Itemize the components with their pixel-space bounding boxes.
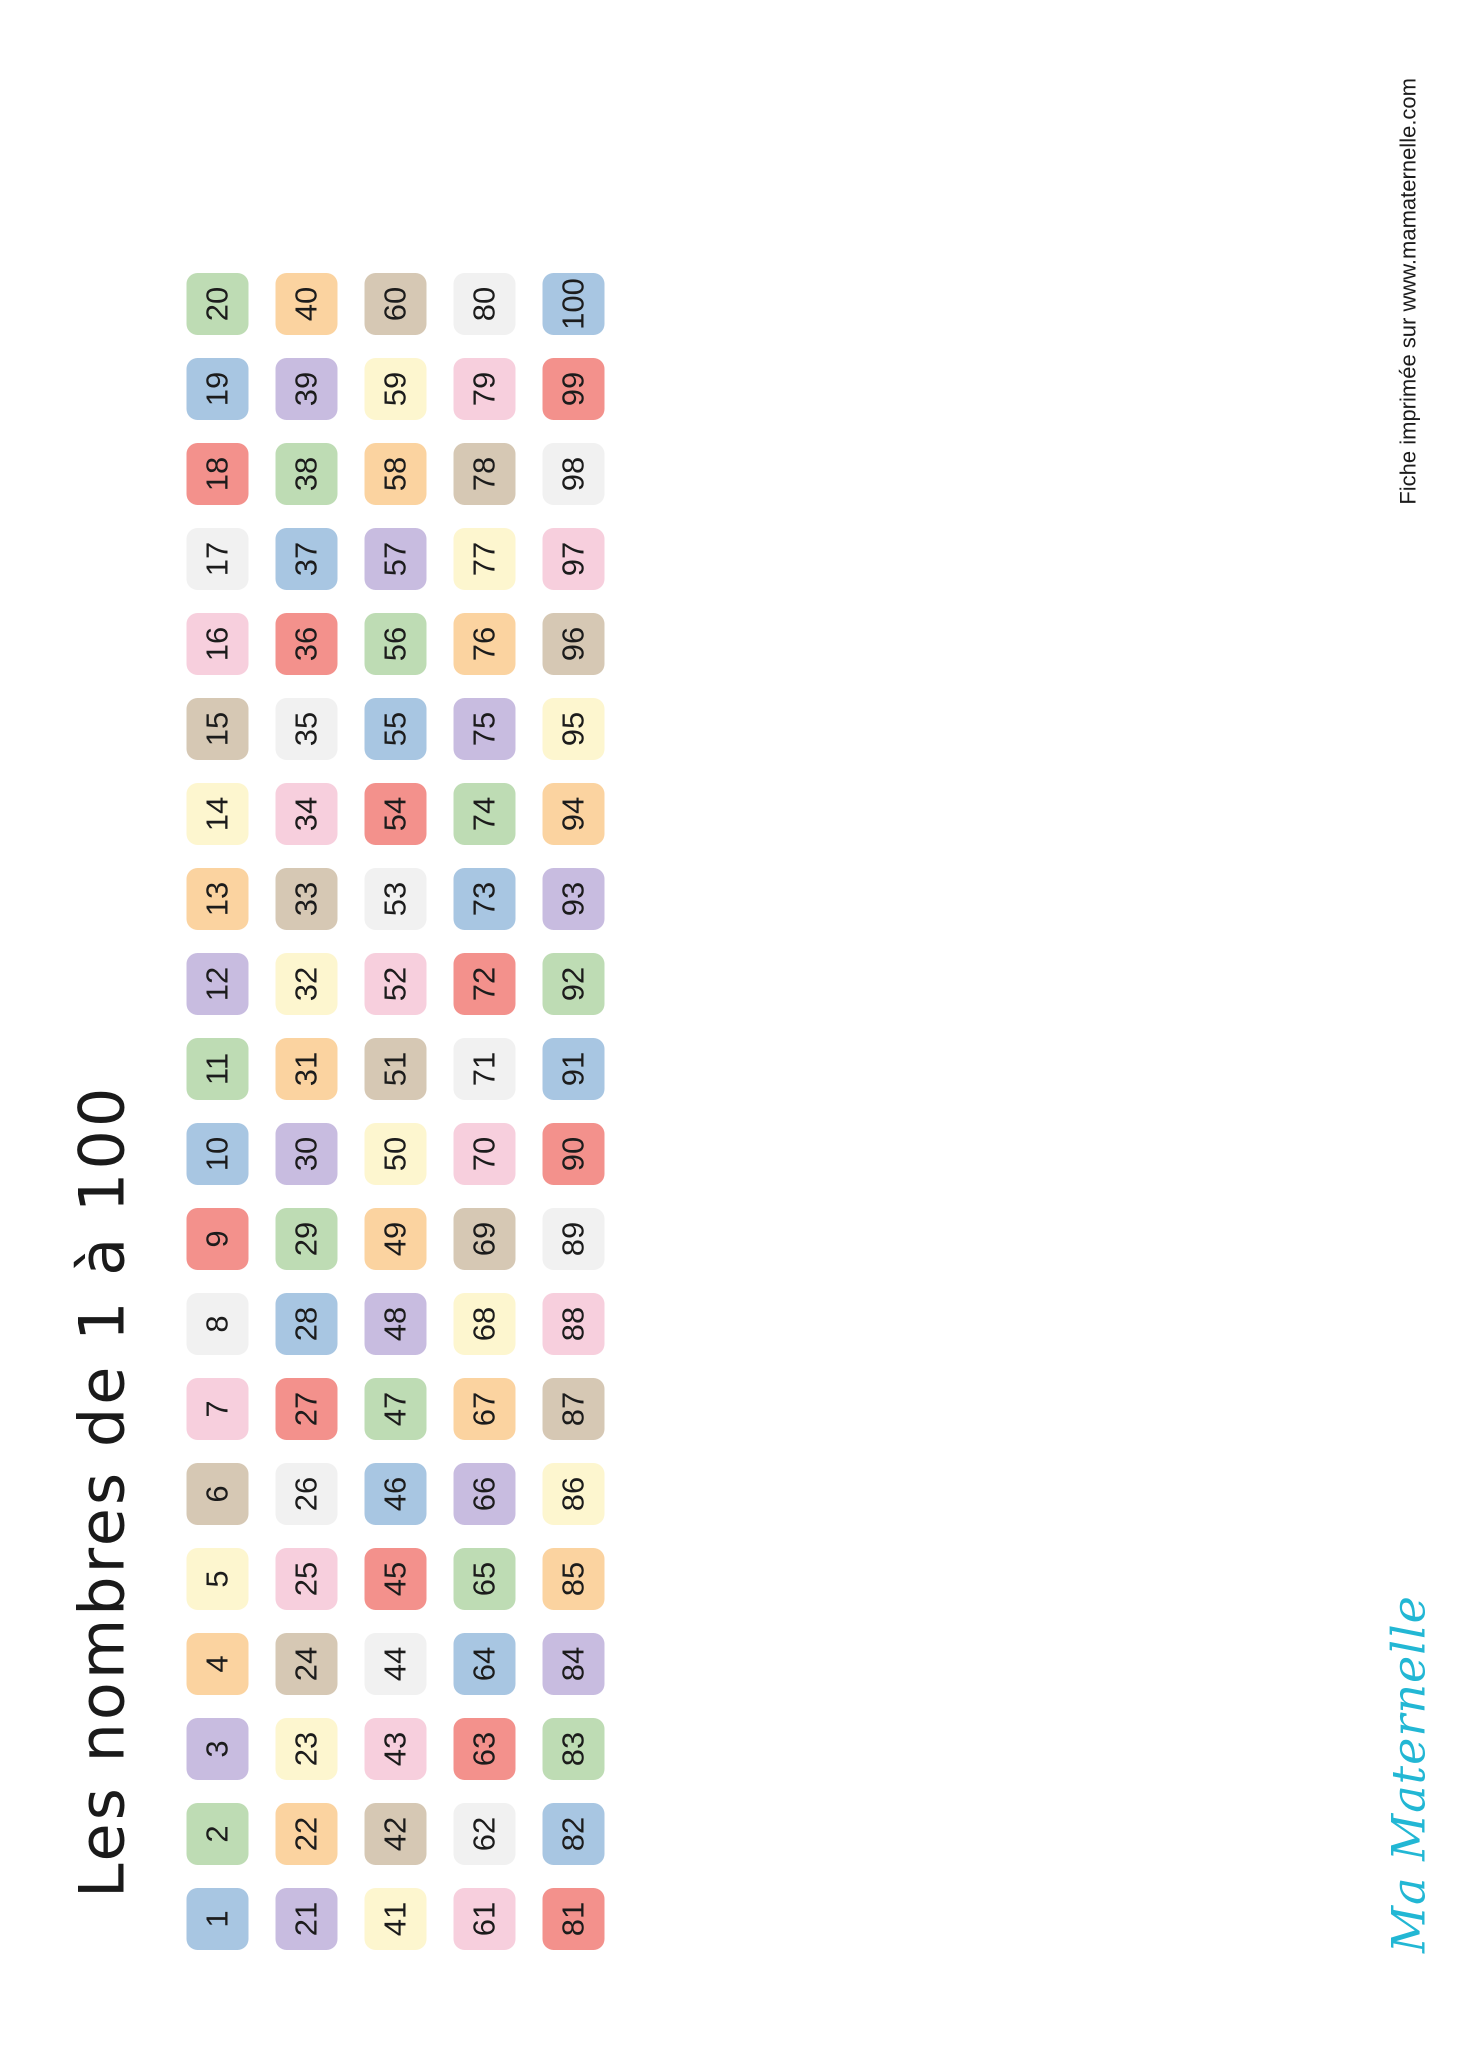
number-cell: 79 [453,358,515,420]
number-cell: 4 [186,1633,248,1695]
number-cell: 50 [364,1123,426,1185]
number-cell: 26 [275,1463,337,1525]
number-cell: 11 [186,1038,248,1100]
number-cell: 32 [275,953,337,1015]
number-cell: 45 [364,1548,426,1610]
number-cell: 88 [542,1293,604,1355]
number-cell: 69 [453,1208,515,1270]
number-cell: 38 [275,443,337,505]
footer [1395,78,1421,505]
number-cell: 94 [542,783,604,845]
number-cell: 56 [364,613,426,675]
number-cell: 23 [275,1718,337,1780]
number-cell: 49 [364,1208,426,1270]
number-cell: 37 [275,528,337,590]
number-cell: 58 [364,443,426,505]
number-cell: 96 [542,613,604,675]
number-cell: 91 [542,1038,604,1100]
number-cell: 87 [542,1378,604,1440]
number-cell: 72 [453,953,515,1015]
number-cell: 74 [453,783,515,845]
number-cell: 18 [186,443,248,505]
number-cell: 15 [186,698,248,760]
number-cell: 31 [275,1038,337,1100]
number-cell: 44 [364,1633,426,1695]
number-cell: 46 [364,1463,426,1525]
number-cell: 83 [542,1718,604,1780]
number-cell: 34 [275,783,337,845]
number-grid [186,70,604,1978]
number-cell: 27 [275,1378,337,1440]
number-cell: 13 [186,868,248,930]
number-cell: 22 [275,1803,337,1865]
number-cell: 65 [453,1548,515,1610]
brand-logo: Ma Maternelle [1381,1595,1435,1953]
number-cell: 16 [186,613,248,675]
number-cell: 60 [364,273,426,335]
number-cell: 53 [364,868,426,930]
number-cell: 28 [275,1293,337,1355]
number-cell: 21 [275,1888,337,1950]
number-cell: 42 [364,1803,426,1865]
number-cell: 61 [453,1888,515,1950]
number-cell: 82 [542,1803,604,1865]
number-cell: 76 [453,613,515,675]
number-cell: 20 [186,273,248,335]
number-cell: 68 [453,1293,515,1355]
number-cell: 86 [542,1463,604,1525]
number-cell: 92 [542,953,604,1015]
number-cell: 39 [275,358,337,420]
number-cell: 30 [275,1123,337,1185]
number-cell: 33 [275,868,337,930]
number-cell: 57 [364,528,426,590]
number-cell: 73 [453,868,515,930]
number-row [186,70,248,1978]
number-cell: 64 [453,1633,515,1695]
number-cell: 29 [275,1208,337,1270]
number-cell: 9 [186,1208,248,1270]
number-cell: 19 [186,358,248,420]
number-cell: 77 [453,528,515,590]
number-cell: 51 [364,1038,426,1100]
number-cell: 85 [542,1548,604,1610]
number-cell: 55 [364,698,426,760]
number-cell: 1 [186,1888,248,1950]
number-cell: 100 [542,273,604,335]
number-cell: 52 [364,953,426,1015]
number-cell: 25 [275,1548,337,1610]
number-cell: 35 [275,698,337,760]
number-cell: 84 [542,1633,604,1695]
number-cell: 48 [364,1293,426,1355]
number-cell: 78 [453,443,515,505]
number-cell: 93 [542,868,604,930]
number-cell: 66 [453,1463,515,1525]
number-cell: 3 [186,1718,248,1780]
number-cell: 89 [542,1208,604,1270]
number-cell: 41 [364,1888,426,1950]
number-row [542,70,604,1978]
number-cell: 95 [542,698,604,760]
number-cell: 90 [542,1123,604,1185]
number-cell: 12 [186,953,248,1015]
number-cell: 70 [453,1123,515,1185]
number-cell: 6 [186,1463,248,1525]
number-cell: 75 [453,698,515,760]
number-cell: 97 [542,528,604,590]
number-cell: 62 [453,1803,515,1865]
number-cell: 98 [542,443,604,505]
number-cell: 17 [186,528,248,590]
number-cell: 43 [364,1718,426,1780]
number-cell: 8 [186,1293,248,1355]
number-row [453,70,515,1978]
number-cell: 54 [364,783,426,845]
number-cell: 10 [186,1123,248,1185]
number-cell: 71 [453,1038,515,1100]
number-cell: 2 [186,1803,248,1865]
number-row [275,70,337,1978]
number-cell: 59 [364,358,426,420]
number-cell: 36 [275,613,337,675]
page-title: Les nombres de 1 à 100 [65,1084,138,1898]
number-cell: 47 [364,1378,426,1440]
number-cell: 24 [275,1633,337,1695]
number-cell: 7 [186,1378,248,1440]
number-row [364,70,426,1978]
number-cell: 81 [542,1888,604,1950]
number-cell: 5 [186,1548,248,1610]
number-cell: 40 [275,273,337,335]
credit-text: Fiche imprimée sur www.mamaternelle.com [1395,78,1420,505]
number-cell: 14 [186,783,248,845]
number-cell: 99 [542,358,604,420]
number-cell: 67 [453,1378,515,1440]
number-cell: 80 [453,273,515,335]
number-cell: 63 [453,1718,515,1780]
